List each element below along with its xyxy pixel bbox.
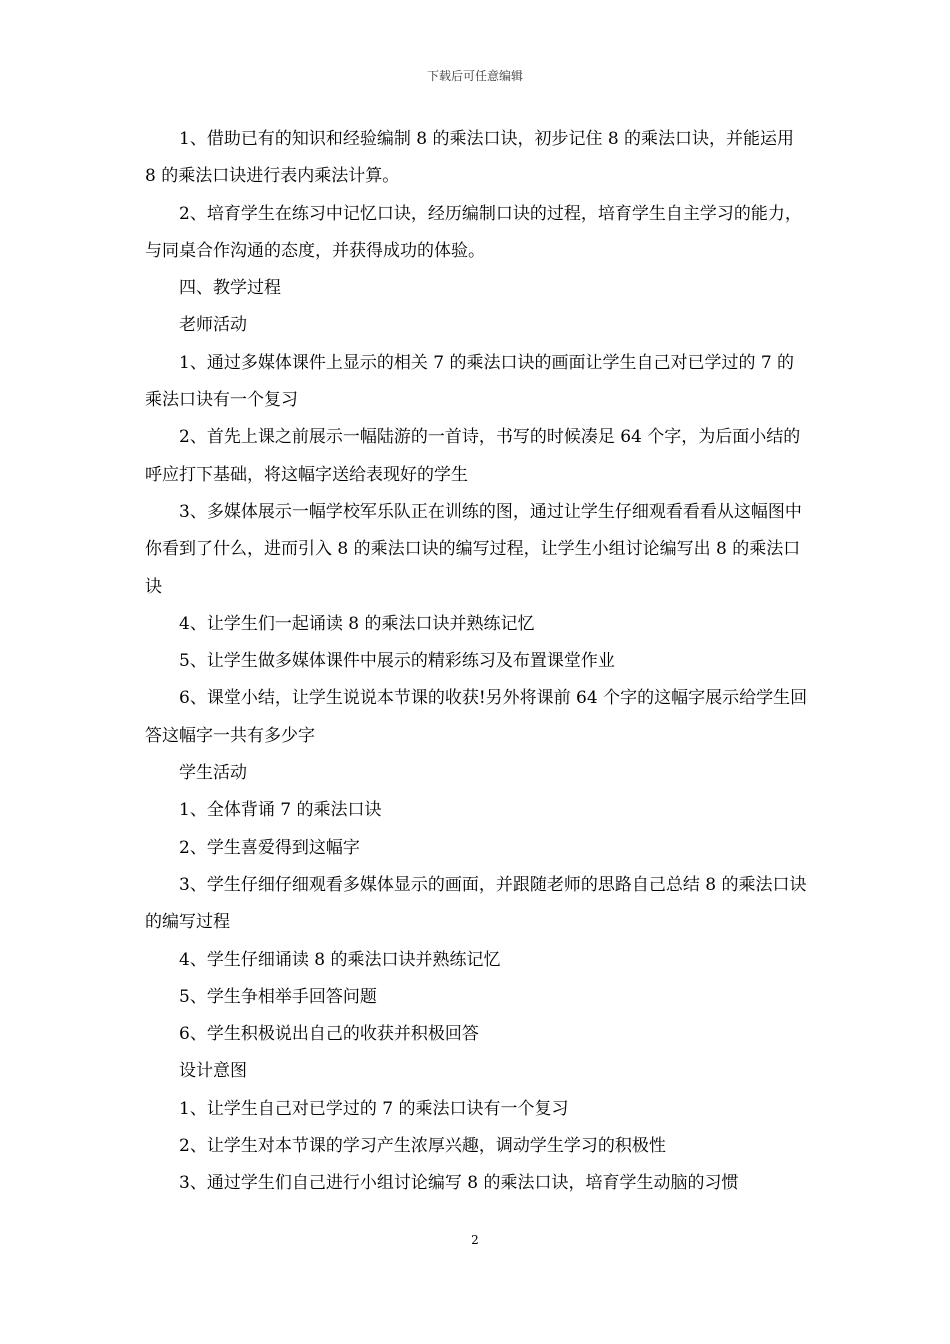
paragraph: 2、培育学生在练习中记忆口诀，经历编制口诀的过程，培育学生自主学习的能力，与同桌合作沟通的态度，并获得成功的体验。 [145, 203, 802, 261]
paragraph: 2、首先上课之前展示一幅陆游的一首诗，书写的时候凑足 64 个字，为后面小结的呼应打下基础，将这幅字送给表现好的学生 [145, 427, 801, 485]
paragraph: 1、全体背诵 7 的乘法口诀 [179, 800, 382, 821]
paragraph: 4、让学生们一起诵读 8 的乘法口诀并熟练记忆 [179, 613, 535, 634]
subsection-heading: 设计意图 [179, 1061, 247, 1082]
paragraph: 4、学生仔细诵读 8 的乘法口诀并熟练记忆 [179, 949, 501, 970]
paragraph: 6、学生积极说出自己的收获并积极回答 [179, 1024, 479, 1045]
page-header: 下载后可任意编辑 [426, 69, 523, 83]
paragraph: 5、学生争相举手回答问题 [179, 986, 377, 1007]
paragraph: 2、学生喜爱得到这幅字 [179, 837, 360, 858]
subsection-heading: 老师活动 [179, 315, 247, 336]
subsection-heading: 学生活动 [179, 763, 247, 784]
paragraph: 1、通过多媒体课件上显示的相关 7 的乘法口诀的画面让学生自己对已学过的 7 的乘法口诀有一个复习 [145, 352, 795, 411]
paragraph: 6、课堂小结，让学生说说本节课的收获!另外将课前 64 个字的这幅字展示给学生回答这幅字一共有多少字 [145, 688, 808, 746]
paragraph: 3、多媒体展示一幅学校军乐队正在训练的图，通过让学生仔细观看看看从这幅图中你看到了什么，进而引入 8 的乘法口诀的编写过程，让学生小组讨论编写出 8 的乘法口诀 [145, 501, 802, 597]
document-body [145, 121, 810, 1203]
section-heading: 四、教学过程 [179, 278, 281, 299]
paragraph: 2、让学生对本节课的学习产生浓厚兴趣，调动学生学习的积极性 [179, 1136, 666, 1157]
paragraph: 5、让学生做多媒体课件中展示的精彩练习及布置课堂作业 [179, 651, 615, 672]
paragraph: 1、让学生自己对已学过的 7 的乘法口诀有一个复习 [179, 1098, 569, 1119]
paragraph: 3、通过学生们自己进行小组讨论编写 8 的乘法口诀，培育学生动脑的习惯 [179, 1173, 739, 1194]
paragraph: 1、借助已有的知识和经验编制 8 的乘法口诀，初步记住 8 的乘法口诀，并能运用 8 的乘法口诀进行表内乘法计算。 [145, 129, 795, 187]
page-number: 2 [471, 1233, 479, 1247]
paragraph: 3、学生仔细仔细观看多媒体显示的画面，并跟随老师的思路自己总结 8 的乘法口诀的编写过程 [145, 874, 807, 933]
